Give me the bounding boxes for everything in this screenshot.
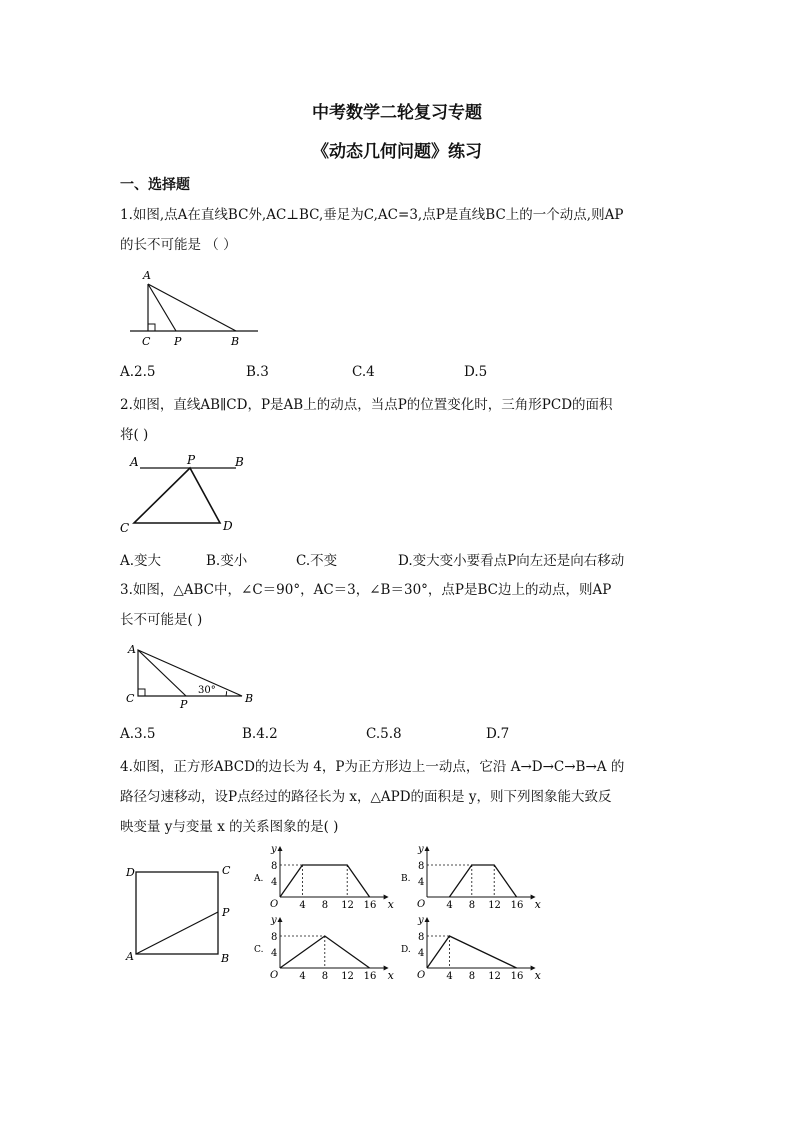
y-tick-label: 8 bbox=[418, 861, 425, 872]
y-axis-arrow bbox=[278, 917, 283, 922]
q4-label-b: B bbox=[221, 952, 230, 965]
x-tick-label: 4 bbox=[299, 971, 306, 982]
q1-label-p: P bbox=[174, 335, 182, 348]
q2-triangle-pcd bbox=[134, 468, 220, 523]
question-4 bbox=[120, 752, 680, 842]
question-4-line-1: 4.如图，正方形ABCD的边长为 4，P为正方形边上一动点，它沿 A→D→C→B→A 的 bbox=[120, 759, 625, 775]
question-3-line-1: 3.如图，△ABC中，∠C＝90°，AC＝3，∠B＝30°，点P是BC边上的动点，则AP bbox=[120, 582, 612, 598]
y-tick-label: 8 bbox=[271, 932, 278, 943]
question-4-line-3: 映变量 y与变量 x 的关系图象的是( ) bbox=[120, 819, 339, 835]
q1-right-angle-mark bbox=[148, 324, 155, 331]
y-axis-label: y bbox=[271, 915, 277, 926]
x-tick-label: 8 bbox=[321, 900, 329, 911]
q2-label-a: A bbox=[130, 455, 139, 469]
q2-label-b: B bbox=[235, 455, 244, 469]
q3-label-a: A bbox=[128, 643, 136, 656]
x-tick-label: 4 bbox=[446, 900, 453, 911]
q1-option-b[interactable]: B.3 bbox=[246, 364, 269, 380]
x-axis-label: x bbox=[387, 969, 394, 982]
x-tick-label: 12 bbox=[341, 900, 354, 911]
q3-option-b[interactable]: B.4.2 bbox=[242, 726, 278, 742]
y-axis-label: y bbox=[418, 915, 424, 926]
q4-graph-d[interactable] bbox=[397, 915, 547, 982]
x-tick-label: 16 bbox=[363, 900, 377, 911]
x-axis-label: x bbox=[534, 969, 541, 982]
q1-option-d[interactable]: D.5 bbox=[464, 364, 488, 380]
page-title: 中考数学二轮复习专题 bbox=[312, 103, 482, 123]
q2-option-c[interactable]: C.不变 bbox=[296, 553, 338, 569]
origin-label: O bbox=[417, 970, 426, 981]
q2-label-c: C bbox=[120, 521, 130, 535]
y-tick-label: 8 bbox=[271, 861, 278, 872]
q2-option-b[interactable]: B.变小 bbox=[206, 553, 248, 569]
y-tick-label: 4 bbox=[418, 877, 425, 888]
origin-label: O bbox=[270, 899, 279, 910]
x-tick-label: 12 bbox=[488, 900, 501, 911]
q4-label-d: D bbox=[126, 866, 135, 879]
q3-label-b: B bbox=[245, 692, 254, 705]
y-axis-arrow bbox=[278, 846, 283, 851]
x-tick-label: 16 bbox=[363, 971, 377, 982]
x-tick-label: 4 bbox=[299, 900, 306, 911]
question-2-line-1: 2.如图，直线AB∥CD，P是AB上的动点，当点P的位置变化时，三角形PCD的面积 bbox=[120, 397, 613, 413]
section-heading: 一、选择题 bbox=[120, 177, 190, 193]
q3-right-angle-mark bbox=[138, 689, 145, 696]
q4-segment-ap bbox=[136, 912, 218, 954]
x-tick-label: 4 bbox=[446, 971, 453, 982]
option-label: B. bbox=[401, 874, 411, 884]
q1-label-c: C bbox=[142, 335, 151, 348]
q4-square-figure bbox=[120, 860, 240, 970]
x-axis-label: x bbox=[534, 898, 541, 911]
graph-line bbox=[427, 936, 517, 968]
q4-square-abcd bbox=[136, 872, 218, 954]
q3-angle-arc bbox=[226, 691, 227, 696]
y-tick-label: 4 bbox=[271, 877, 278, 888]
question-1 bbox=[120, 200, 680, 260]
q1-segment-ab bbox=[148, 284, 236, 331]
question-1-line-1: 1.如图,点A在直线BC外,AC⊥BC,垂足为C,AC=3,点P是直线BC上的一个动点,则AP bbox=[120, 207, 624, 223]
q1-option-c[interactable]: C.4 bbox=[352, 364, 375, 380]
option-label: D. bbox=[401, 945, 411, 955]
q3-triangle-abc bbox=[138, 650, 242, 696]
q3-option-d[interactable]: D.7 bbox=[486, 726, 510, 742]
q4-label-a: A bbox=[126, 950, 134, 963]
q2-option-d[interactable]: D.变大变小要看点P向左还是向右移动 bbox=[398, 553, 625, 569]
q4-graph-b[interactable] bbox=[397, 844, 547, 911]
q4-label-p: P bbox=[222, 906, 230, 919]
x-tick-label: 16 bbox=[510, 971, 524, 982]
graph-line bbox=[280, 865, 370, 897]
q2-option-a[interactable]: A.变大 bbox=[120, 553, 162, 569]
q3-option-a[interactable]: A.3.5 bbox=[120, 726, 156, 742]
q3-label-p: P bbox=[180, 698, 188, 711]
question-3 bbox=[120, 575, 680, 635]
origin-label: O bbox=[270, 970, 279, 981]
q3-label-c: C bbox=[126, 692, 135, 705]
option-label: C. bbox=[254, 945, 264, 955]
x-tick-label: 12 bbox=[488, 971, 501, 982]
q2-label-d: D bbox=[223, 519, 233, 533]
y-axis-label: y bbox=[418, 844, 424, 855]
q4-label-c: C bbox=[222, 864, 231, 877]
y-tick-label: 4 bbox=[271, 948, 278, 959]
q4-graph-a[interactable] bbox=[250, 844, 400, 911]
x-tick-label: 12 bbox=[341, 971, 354, 982]
y-axis-arrow bbox=[425, 846, 430, 851]
graph-line bbox=[449, 865, 516, 897]
y-tick-label: 4 bbox=[418, 948, 425, 959]
x-tick-label: 16 bbox=[510, 900, 524, 911]
q4-graph-c[interactable] bbox=[250, 915, 400, 982]
question-1-line-2: 的长不可能是 （ ） bbox=[120, 237, 237, 253]
x-tick-label: 8 bbox=[468, 900, 476, 911]
q2-figure bbox=[118, 450, 250, 536]
question-2 bbox=[120, 390, 680, 450]
q1-label-a: A bbox=[143, 269, 151, 282]
option-label: A. bbox=[254, 874, 264, 884]
question-4-line-2: 路径匀速移动，设P点经过的路径长为 x，△APD的面积是 y，则下列图象能大致反 bbox=[120, 789, 612, 805]
q3-angle-label: 30° bbox=[198, 685, 216, 696]
x-axis-label: x bbox=[387, 898, 394, 911]
q1-label-b: B bbox=[231, 335, 240, 348]
y-axis-arrow bbox=[425, 917, 430, 922]
q3-figure bbox=[122, 640, 262, 712]
q1-figure bbox=[124, 268, 264, 352]
x-tick-label: 8 bbox=[321, 971, 329, 982]
x-tick-label: 8 bbox=[468, 971, 476, 982]
origin-label: O bbox=[417, 899, 426, 910]
q2-label-p: P bbox=[187, 453, 196, 467]
question-3-line-2: 长不可能是( ) bbox=[120, 612, 203, 628]
page-subtitle: 《动态几何问题》练习 bbox=[312, 142, 482, 162]
q3-option-c[interactable]: C.5.8 bbox=[366, 726, 402, 742]
question-2-line-2: 将( ) bbox=[120, 427, 149, 443]
y-tick-label: 8 bbox=[418, 932, 425, 943]
y-axis-label: y bbox=[271, 844, 277, 855]
q1-option-a[interactable]: A.2.5 bbox=[120, 364, 156, 380]
